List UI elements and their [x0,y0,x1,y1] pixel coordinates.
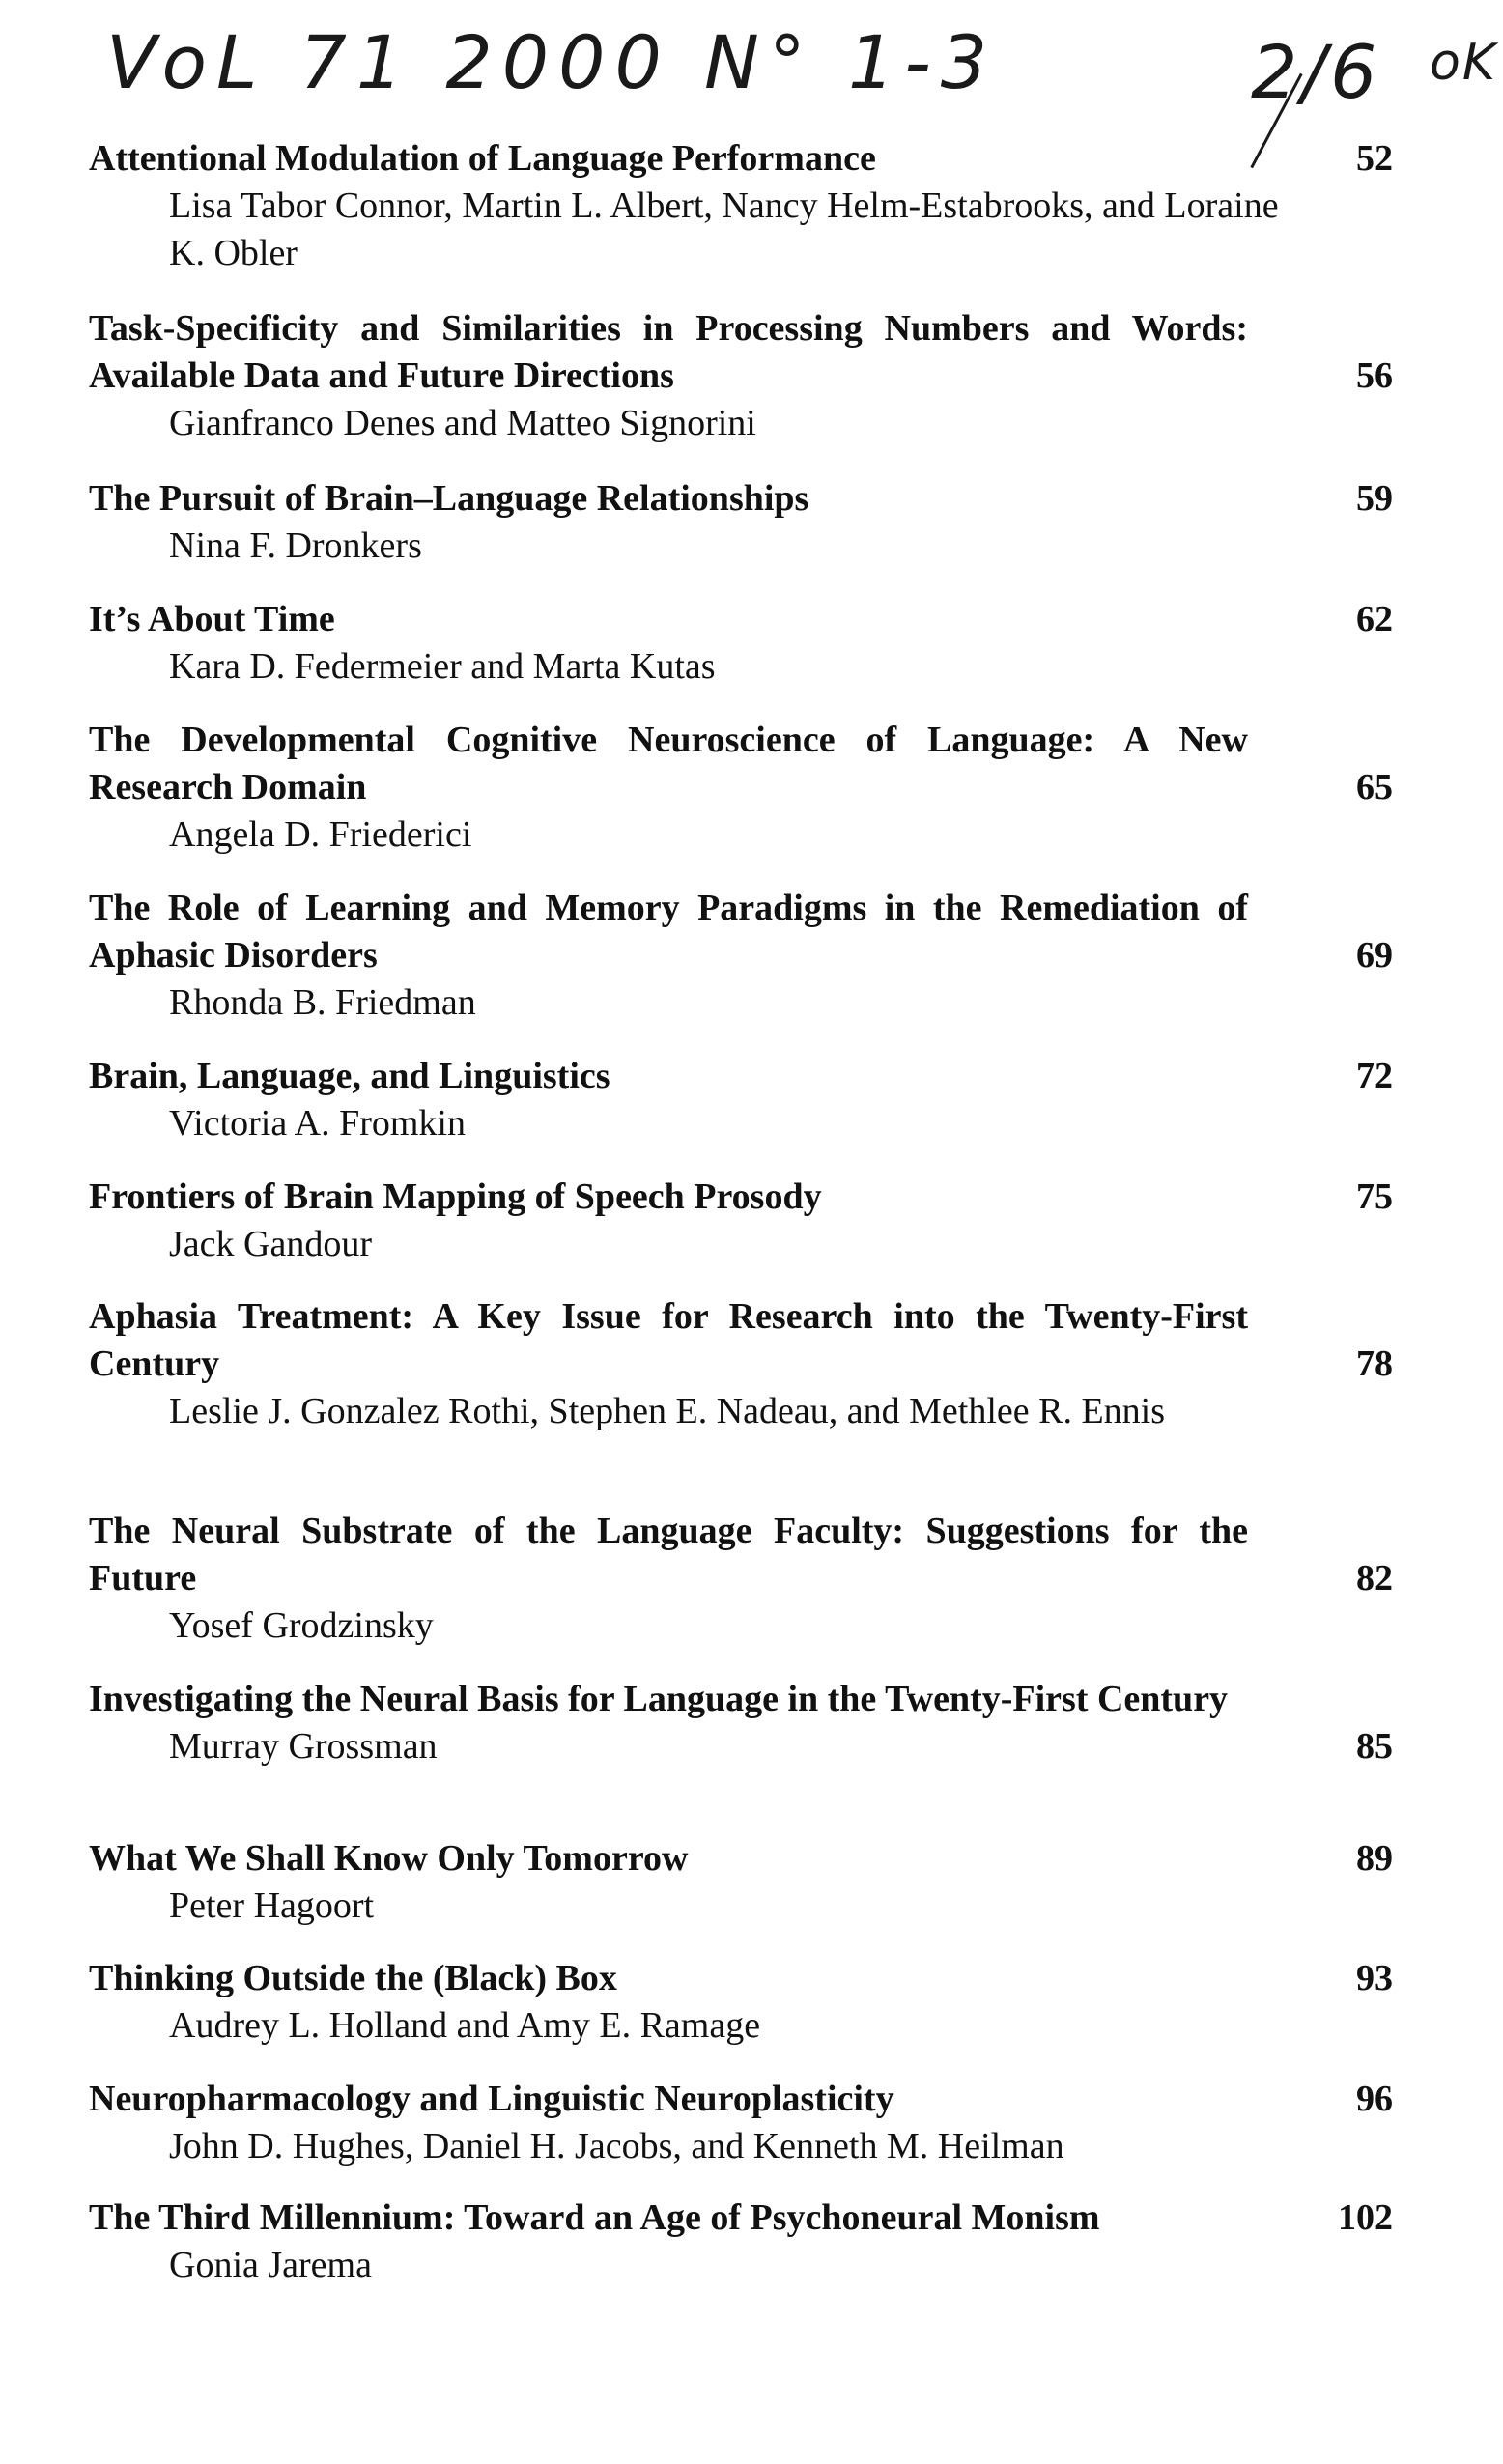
entry-authors: Leslie J. Gonzalez Rothi, Stephen E. Nadeau, and Methlee R. Ennis [169,1391,1166,1431]
toc-entry [89,1676,1393,1835]
toc-entry [89,1053,1393,1174]
toc-entry [89,1835,1393,1955]
page-number: 93 [1356,1958,1393,1998]
entry-authors: John D. Hughes, Daniel H. Jacobs, and Kenneth M. Heilman [169,2126,1064,2167]
page-number: 65 [1356,767,1393,807]
entry-title: Neuropharmacology and Linguistic Neuroplasticity [89,2079,894,2119]
entry-authors: Rhonda B. Friedman [169,982,476,1023]
handwritten-ok-note: oK [1430,34,1497,92]
toc-entry [89,475,1393,596]
toc-entry [89,2195,1393,2314]
page-number: 62 [1356,599,1393,639]
page-number: 85 [1356,1726,1393,1767]
entry-title: Frontiers of Brain Mapping of Speech Prosody [89,1176,822,1217]
page-number: 75 [1356,1176,1393,1217]
page-number: 96 [1356,2079,1393,2119]
entry-title: The Third Millennium: Toward an Age of Psychoneural Monism [89,2197,1100,2238]
toc-entry [89,596,1393,717]
handwritten-fraction-note: 2/6 [1251,29,1381,115]
entry-authors: Kara D. Federmeier and Marta Kutas [169,646,716,687]
page-number: 89 [1356,1838,1393,1879]
entry-title: The Role of Learning and Memory Paradigms in the Remediation of Aphasic Disorders [89,888,1248,976]
entry-title: What We Shall Know Only Tomorrow [89,1838,689,1879]
page-number: 78 [1356,1344,1393,1384]
entry-authors: Audrey L. Holland and Amy E. Ramage [169,2005,761,2046]
page-number: 72 [1356,1056,1393,1096]
page-number: 52 [1356,138,1393,179]
entry-authors: Lisa Tabor Connor, Martin L. Albert, Nancy Helm-Estabrooks, and Loraine K. Obler [169,185,1279,273]
entry-title: Attentional Modulation of Language Performance [89,138,876,179]
toc-entry [89,1293,1393,1508]
entry-title: Brain, Language, and Linguistics [89,1056,610,1096]
entry-title: Thinking Outside the (Black) Box [89,1958,617,1998]
entry-title: Aphasia Treatment: A Key Issue for Research into the Twenty-First Century [89,1296,1248,1384]
toc-entry [89,2076,1393,2195]
entry-title: The Neural Substrate of the Language Faculty: Suggestions for the Future [89,1511,1248,1599]
entry-authors: Nina F. Dronkers [169,525,422,566]
toc-entry [89,717,1393,885]
page-number: 56 [1356,355,1393,396]
page-number: 102 [1338,2197,1393,2238]
toc-entry [89,305,1393,475]
page-number: 59 [1356,478,1393,519]
entry-authors: Gianfranco Denes and Matteo Signorini [169,403,756,443]
toc-entry [89,1508,1393,1676]
entry-authors: Jack Gandour [169,1224,372,1264]
page-number: 69 [1356,935,1393,976]
entry-title: The Developmental Cognitive Neuroscience of Language: A New Research Domain [89,720,1248,807]
entry-title: Task-Specificity and Similarities in Processing Numbers and Words: Available Data and Future Directions [89,308,1248,396]
entry-title: Investigating the Neural Basis for Language in the Twenty-First Century [89,1679,1229,1719]
entry-authors: Yosef Grodzinsky [169,1605,434,1646]
entry-title: The Pursuit of Brain–Language Relationships [89,478,809,519]
entry-title: It’s About Time [89,599,335,639]
entry-authors: Angela D. Friederici [169,814,472,855]
toc-entry [89,885,1393,1053]
toc-entry [89,1955,1393,2076]
toc-entry [89,1174,1393,1293]
entry-authors: Gonia Jarema [169,2245,372,2285]
entry-authors: Victoria A. Fromkin [169,1103,466,1144]
table-of-contents [89,135,1393,2314]
toc-entry [89,135,1393,305]
entry-authors: Murray Grossman [169,1726,438,1767]
page-number: 82 [1356,1558,1393,1599]
handwritten-volume-note: VoL 71 2000 N° 1-3 [106,19,998,105]
entry-authors: Peter Hagoort [169,1885,375,1926]
